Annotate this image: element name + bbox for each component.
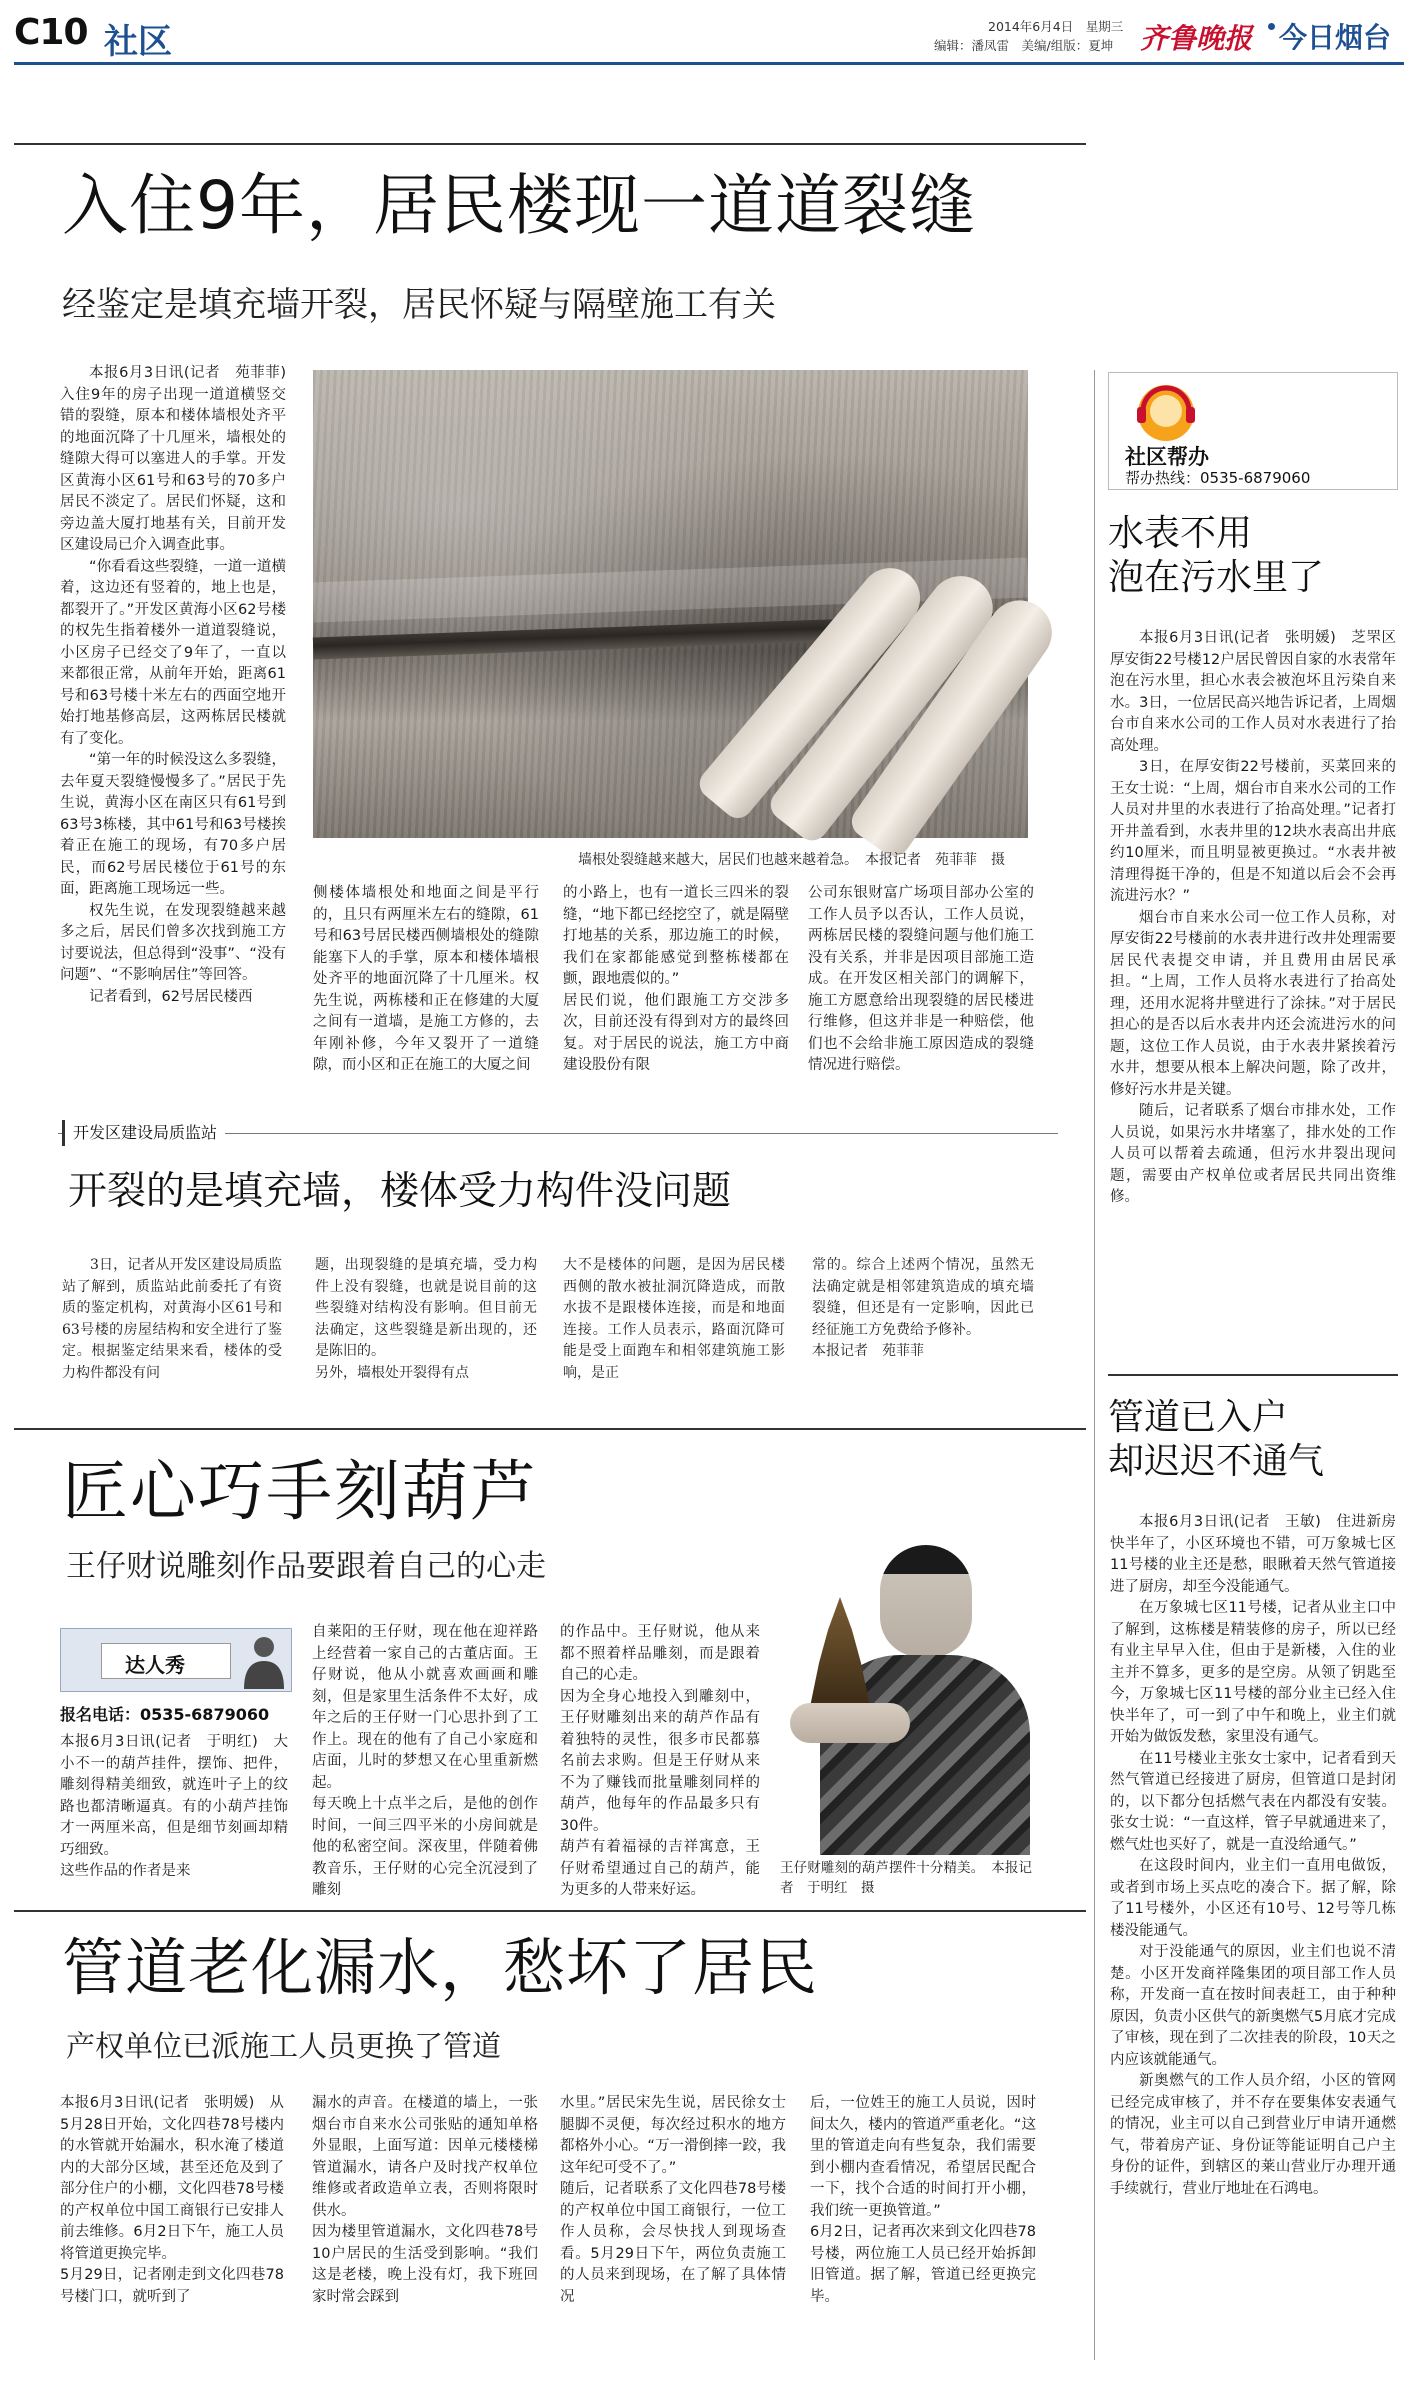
story1-headline: 入住9年，居民楼现一道道裂缝 (62, 167, 976, 244)
masthead (0, 0, 1417, 62)
paper-name: 齐鲁晚报 (1140, 22, 1253, 55)
story4-headline: 匠心巧手刻葫芦 (62, 1453, 538, 1530)
story1-col3: 的小路上，也有一道长三四米的裂缝，“地下都已经挖空了，就是隔壁打地基的关系，那边施工的时候，我们在家都能感觉到整栋楼都在颤，跟地震似的。” 居民们说，他们跟施工方交涉多次，目前还没有得到对方的最终回复。对于居民的说法，施工方中商建设股份有限 (563, 885, 789, 1073)
story3-para: 新奥燃气的工作人员介绍，小区的管网已经完成审核了，并不存在要集体安表通气的情况，业主可以自己到营业厅申请开通燃气，带着房产证、身份证等能证明自己户主身份的证件，到辖区的莱山营业厅办理开通手续就行，营业厅地址在石鸿电。 (1110, 2073, 1396, 2197)
talent-tag-label: 达人秀 (125, 1653, 185, 1677)
crack-photo (313, 370, 1028, 838)
story4-col2: 自莱阳的王仔财，现在他在迎祥路上经营着一家自己的古董店面。王仔财说，他从小就喜欢画画和雕刻，但是家里生活条件不太好，成年之后的王仔财一门心思扑到了工作上。现在的他有了自己小家庭和店面，儿时的梦想又在心里重新燃起。 每天晚上十点半之后，是他的创作时间，一间三四平米的小房间就是他的私密空间。深夜里，伴随着佛教音乐，王仔财的心完全沉浸到了雕刻 (312, 1624, 538, 1898)
story3-para: 对于没能通气的原因，业主们也说不清楚。小区开发商祥隆集团的项目部工作人员称，开发商一直在按时间表赶工，由于种种原因，负责小区供气的新奥燃气5月底才完成了审核，现在到了二次挂表的阶段，10天之内应该就能通气。 (1110, 1944, 1396, 2068)
story5-col1: 本报6月3日讯(记者 张明媛) 从5月28日开始，文化四巷78号楼内的水管就开始漏水，积水淹了楼道内的大部分区域，甚至还危及到了部分住户的小棚，文化四巷78号楼的产权单位中国工商银行已安排人前去维修。6月2日下午，施工人员将管道更换完毕。 5月29日，记者刚走到文化四巷78号楼门口，就听到了 (60, 2095, 284, 2305)
artist-head (880, 1545, 972, 1657)
related-headline: 开裂的是填充墙，楼体受力构件没问题 (68, 1169, 732, 1214)
story4-top-rule (14, 1428, 1086, 1430)
related-label-box (62, 1120, 225, 1146)
story1-col2: 侧楼体墙根处和地面之间是平行的，且只有两厘米左右的缝隙，61号和63号居民楼西侧墙根处的缝隙能塞下人的手掌，原本和楼体墙根处齐平的地面沉降了十几厘米。权先生说，两栋楼和正在修建的大厦之间有一道墙，是施工方修的，去年刚补修，今年又裂开了一道缝隙，而小区和正在施工的大厦之间 (313, 885, 539, 1073)
story4-col3: 的作品中。王仔财说，他从来都不照着样品雕刻，而是跟着自己的心走。 因为全身心地投入到雕刻中，王仔财雕刻出来的葫芦作品有着独特的灵性，很多市民都慕名前去求购。但是王仔财从来不为了赚钱而批量雕刻同样的葫芦，他每年的作品最多只有30件。 葫芦有着福禄的吉祥寓意，王仔财希望通过自己的葫芦，能为更多的人带来好运。 (560, 1624, 760, 1898)
story3-top-rule (1108, 1374, 1398, 1376)
related-col2: 题，出现裂缝的是填充墙，受力构件上没有裂缝，也就是说目前的这些裂缝对结构没有影响。但目前无法确定，这些裂缝是新出现的，还是陈旧的。 另外，墙根处开裂得有点 (315, 1257, 537, 1381)
story1-col1-para: 权先生说，在发现裂缝越来越多之后，居民们曾多次找到施工方讨要说法，但总得到“没事”、“没有问题”、“不影响居住”等回答。 (60, 902, 286, 983)
person-silhouette-icon (241, 1633, 287, 1689)
gourd-carving (810, 1597, 870, 1707)
story5-subhead: 产权单位已派施工人员更换了管道 (66, 2029, 502, 2063)
helpdesk-headset-icon (1123, 377, 1209, 449)
artist-photo-caption: 王仔财雕刻的葫芦摆件十分精美。 本报记者 于明红 摄 (780, 1860, 1032, 1896)
right-col-divider (1094, 370, 1095, 2360)
story1-col1 (60, 363, 301, 1005)
story1-col4: 公司东银财富广场项目部办公室的工作人员予以否认，工作人员说，两栋居民楼的裂缝问题与他们施工没有关系，并非是因项目部施工造成。在开发区相关部门的调解下，施工方愿意给出现裂缝的居民楼进行维修，但这并非是一种赔偿，他们也不会给非施工原因造成的裂缝情况进行赔偿。 (808, 885, 1034, 1073)
story2-headline-line1: 水表不用 (1108, 513, 1253, 554)
story1-col1-para: 本报6月3日讯(记者 苑菲菲) 入住9年的房子出现一道道横竖交错的裂缝，原本和楼体墙根处齐平的地面沉降了十几厘米，墙根处的缝隙大得可以塞进人的手掌。开发区黄海小区61号和63号的70多户居民不淡定了。居民们怀疑，这和旁边盖大厦打地基有关，目前开发区建设局已介入调查此事。 (60, 365, 301, 553)
story3-headline-line1: 管道已入户 (1108, 1397, 1289, 1438)
story1-col1-para: “第一年的时候没这么多裂缝，去年夏天裂缝慢慢多了。”居民于先生说，黄海小区在南区只有61号到63号3栋楼，其中61号和63号楼挨着正在施工的现场，有70多户居民，而62号居民楼位于61号的东面，距离施工现场远一些。 (60, 752, 286, 897)
masthead-editors: 编辑：潘凤雷 美编/组版：夏坤 (934, 38, 1114, 53)
related-label: 开发区建设局质监站 (73, 1123, 218, 1142)
related-col3: 大不是楼体的问题，是因为居民楼西侧的散水被扯洞沉降造成，而散水拔不是跟楼体连接，而是和地面连接。工作人员表示，路面沉降可能是受上面跑车和相邻建筑施工影响，是正 (563, 1257, 785, 1381)
artist-photo (780, 1535, 1030, 1855)
story4-subhead: 王仔财说雕刻作品要跟着自己的心走 (66, 1549, 546, 1584)
story2-para: 本报6月3日讯(记者 张明媛) 芝罘区厚安街22号楼12户居民曾因自家的水表常年泡在污水里，担心水表会被泡坏且污染自来水。3日，一位居民高兴地告诉记者，上周烟台市自来水公司的工作人员对水表进行了抬高处理。 (1110, 630, 1396, 754)
story2-headline-line2: 泡在污水里了 (1108, 557, 1325, 598)
story4-col1: 本报6月3日讯(记者 于明红) 大小不一的葫芦挂件，摆饰、把件，雕刻得精美细致，就连叶子上的纹路也都清晰逼真。有的小葫芦挂饰才一两厘米高，但是细节刻画却精巧细致。 这些作品的作者是来 (60, 1734, 288, 1879)
talent-phone: 报名电话：0535-6879060 (60, 1705, 270, 1724)
story1-subhead: 经鉴定是填充墙开裂，居民怀疑与隔壁施工有关 (62, 285, 776, 325)
story2-para: 烟台市自来水公司一位工作人员称，对厚安街22号楼前的水表井进行改井处理需要居民代表提交申请，并且费用由居民承担。“上周，工作人员将水表进行了抬高处理，还用水泥将井壁进行了涂抹。”对于居民担心的是否以后水表井内还会流进污水的问题，这位工作人员说，由于水表井紧挨着污水井，想要从根本上解决问题，除了改井，修好污水井是关键。 (1110, 909, 1396, 1098)
story5-col4: 后，一位姓王的施工人员说，因时间太久，楼内的管道严重老化。“这里的管道走向有些复杂，我们需要到小棚内查看情况，希望居民配合一下，找个合适的时间打开小棚，我们统一更换管道。” 6月2日，记者再次来到文化四巷78号楼，两位施工人员已经开始拆卸旧管道。据了解，管道已经更换完毕。 (810, 2095, 1036, 2305)
story3-para: 在万象城七区11号楼，记者从业主口中了解到，这栋楼是精装修的房子，所以已经有业主早早入住，但由于是新楼，入住的业主并不算多，更多的是空房。从领了钥匙至今，万象城七区11号楼的部分业主已经入住快半年了，可一到了中午和晚上，业主们就开始为做饭发愁，家里没有通气。 (1110, 1600, 1396, 1745)
story2-para: 随后，记者联系了烟台市排水处，工作人员说，如果污水井堵塞了，排水处的工作人员可以帮着去疏通，但污水井裂出现问题，需要由产权单位或者居民共同出资维修。 (1110, 1103, 1396, 1205)
crack-photo-caption: 墙根处裂缝越来越大，居民们也越来越着急。 本报记者 苑菲菲 摄 (578, 852, 1005, 868)
story3-para: 在11号楼业主张女士家中，记者看到天然气管道已经接进了厨房，但管道口是封闭的，以下都分包括燃气表在内都没有安装。张女士说：“一直这样，管子早就通进来了，燃气灶也买好了，就是一直没给通气。” (1110, 1750, 1396, 1853)
helpdesk-title: 社区帮办 (1125, 445, 1209, 469)
page-number: C10 (14, 12, 88, 53)
story3-body (1110, 1512, 1396, 2370)
masthead-rule (14, 62, 1404, 65)
section-name: 社区 (104, 22, 172, 62)
story3-para: 本报6月3日讯(记者 王敏) 住进新房快半年了，小区环境也不错，可万象城七区11号楼的业主还是愁，眼瞅着天然气管道接进了厨房，却至今没能通气。 (1110, 1514, 1396, 1595)
story1-col1-para: 记者看到，62号居民楼西 (89, 988, 253, 1005)
story2-para: 3日，在厚安街22号楼前，买菜回来的王女士说：“上周，烟台市自来水公司的工作人员对井里的水表进行了抬高处理。”记者打开井盖看到，水表井里的12块水表高出井底约10厘米，而且明显被更换过。“水表井被清理得挺干净的，但是不知道以后会不会再流进污水？” (1110, 759, 1396, 904)
story1-col1-para: “你看看这些裂缝，一道一道横着，这边还有竖着的，地上也是，都裂开了。”开发区黄海小区62号楼的权先生指着楼外一道道裂缝说，小区房子已经交了9年了，一直以来都很正常，从前年开始，距离61号和63号楼十米左右的西面空地开始打地基修高层，这两栋居民楼就有了变化。 (60, 558, 286, 747)
story3-para: 在这段时间内，业主们一直用电做饭，或者到市场上买点吃的凑合下。据了解，除了11号楼外，小区还有10号、12号等几栋楼没能通气。 (1110, 1858, 1396, 1939)
story5-headline: 管道老化漏水，愁坏了居民 (62, 1931, 819, 2004)
story1-top-rule (14, 143, 1086, 145)
related-col1: 3日，记者从开发区建设局质监站了解到，质监站此前委托了有资质的鉴定机构，对黄海小区61号和63号楼的房屋结构和安全进行了鉴定。根据鉴定结果来看，楼体的受力构件都没有问 (62, 1257, 282, 1381)
helpdesk-hotline: 帮办热线：0535-6879060 (1125, 469, 1311, 487)
story5-col3: 水里。”居民宋先生说，居民徐女士腿脚不灵便，每次经过积水的地方都格外小心。“万一滑倒摔一跤，我这年纪可受不了。” 随后，记者联系了文化四巷78号楼的产权单位中国工商银行，一位工作人员称，会尽快找人到现场查看。5月29日下午，两位负责施工的人员来到现场，在了解了具体情况 (560, 2095, 786, 2305)
related-col4: 常的。综合上述两个情况，虽然无法确定就是相邻建筑造成的填充墙裂缝，但还是有一定影响，因此已经征施工方免费给予修补。 本报记者 苑菲菲 (812, 1257, 1034, 1359)
paper-dot (1268, 23, 1275, 30)
artist-hand (790, 1703, 910, 1743)
story3-headline-line2: 却迟迟不通气 (1108, 1441, 1325, 1482)
masthead-date: 2014年6月4日 星期三 (988, 19, 1124, 34)
talent-tag (60, 1628, 292, 1692)
helpdesk-box (1108, 372, 1398, 490)
story5-top-rule (14, 1910, 1086, 1912)
story5-col2: 漏水的声音。在楼道的墙上，一张烟台市自来水公司张贴的通知单格外显眼，上面写道：因单元楼楼梯管道漏水，请各户及时找产权单位维修或者政造单立表，否则将限时供水。 因为楼里管道漏水，文化四巷78号10户居民的生活受到影响。“我们这是老楼，晚上没有灯，我下班回家时常会踩到 (312, 2095, 538, 2305)
edition-name: 今日烟台 (1279, 21, 1392, 54)
story2-body (1110, 628, 1396, 1398)
